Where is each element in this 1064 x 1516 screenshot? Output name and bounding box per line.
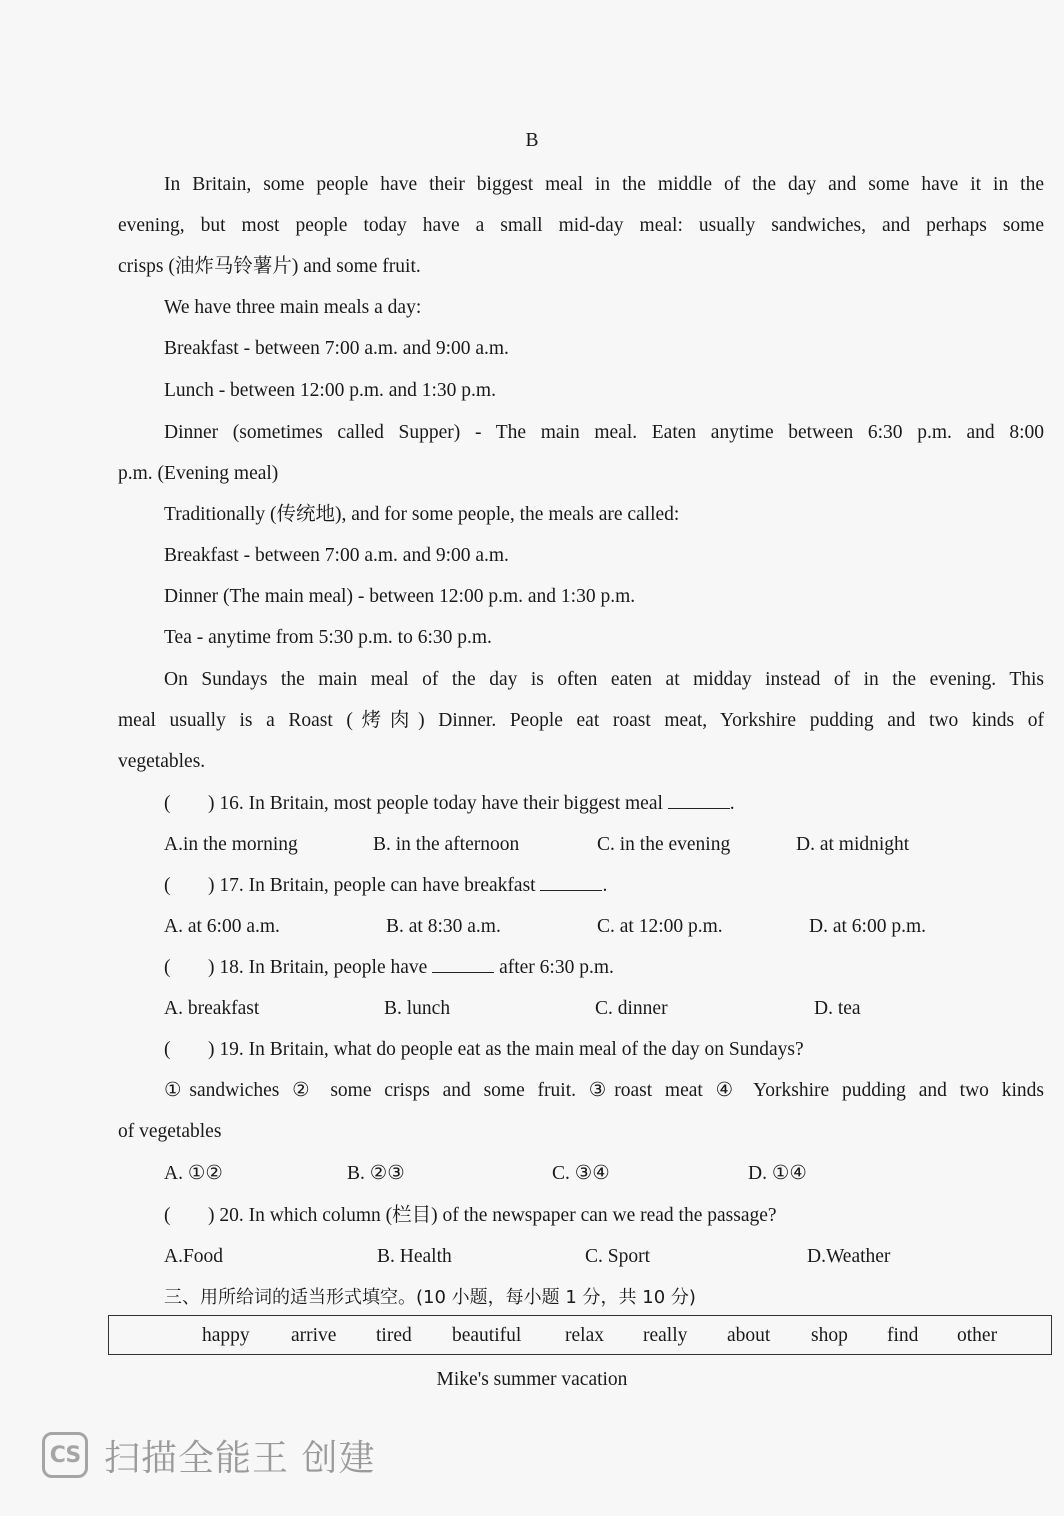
option-d[interactable]: D.Weather bbox=[807, 1246, 891, 1267]
question-18 bbox=[164, 954, 1044, 982]
answer-paren[interactable]: ( bbox=[164, 1039, 171, 1060]
option-c[interactable]: C. in the evening bbox=[597, 834, 731, 855]
answer-paren[interactable]: ( bbox=[164, 793, 171, 814]
question-20 bbox=[164, 1202, 1044, 1230]
question-stem: ) 16. In Britain, most people today have their biggest meal bbox=[208, 793, 663, 814]
question-stem: ) 18. In Britain, people have bbox=[208, 957, 428, 978]
part3-heading: 三、用所给词的适当形式填空。(10 小题，每小题 1 分，共 10 分) bbox=[164, 1287, 696, 1308]
passage-line: evening, but most people today have a small mid-day meal: usually sandwiches, and perhaps some bbox=[118, 215, 1044, 236]
camscanner-logo-icon: CS bbox=[42, 1432, 88, 1478]
word-bank-item: find bbox=[887, 1325, 919, 1346]
question-stem: ) 19. In Britain, what do people eat as the main meal of the day on Sundays? bbox=[208, 1039, 804, 1060]
passage-title: Mike's summer vacation bbox=[436, 1369, 628, 1390]
passage-line: Breakfast - between 7:00 a.m. and 9:00 a.m. bbox=[164, 545, 509, 566]
word-bank-item: arrive bbox=[291, 1325, 337, 1346]
watermark-text: 扫描全能王 创建 bbox=[104, 1437, 376, 1479]
option-c[interactable]: C. ③④ bbox=[552, 1163, 610, 1184]
option-d[interactable]: D. at midnight bbox=[796, 834, 910, 855]
option-a[interactable]: A. at 6:00 a.m. bbox=[164, 916, 280, 937]
question-16 bbox=[164, 790, 1044, 818]
passage-line: Dinner (sometimes called Supper) - The main meal. Eaten anytime between 6:30 p.m. and 8:00 bbox=[164, 422, 1044, 443]
option-a[interactable]: A.in the morning bbox=[164, 834, 298, 855]
answer-paren[interactable]: ( bbox=[164, 875, 171, 896]
question-19-options bbox=[164, 1160, 1044, 1188]
answer-paren[interactable]: ( bbox=[164, 957, 171, 978]
option-d[interactable]: D. tea bbox=[814, 998, 861, 1019]
option-d[interactable]: D. at 6:00 p.m. bbox=[809, 916, 926, 937]
passage-line: Breakfast - between 7:00 a.m. and 9:00 a.m. bbox=[164, 338, 509, 359]
scanner-watermark bbox=[42, 1430, 375, 1480]
answer-blank[interactable] bbox=[432, 954, 494, 973]
option-b[interactable]: B. ②③ bbox=[347, 1163, 405, 1184]
option-c[interactable]: C. dinner bbox=[595, 998, 668, 1019]
question-18-options bbox=[164, 995, 1044, 1023]
option-c[interactable]: C. Sport bbox=[585, 1246, 651, 1267]
option-b[interactable]: B. in the afternoon bbox=[373, 834, 520, 855]
word-bank-item: tired bbox=[376, 1325, 412, 1346]
passage-line: We have three main meals a day: bbox=[164, 297, 422, 318]
word-bank-item: shop bbox=[811, 1325, 848, 1346]
passage-line: vegetables. bbox=[118, 751, 206, 772]
option-a[interactable]: A. breakfast bbox=[164, 998, 260, 1019]
passage-line: Lunch - between 12:00 p.m. and 1:30 p.m. bbox=[164, 380, 496, 401]
option-a[interactable]: A.Food bbox=[164, 1246, 224, 1267]
question-20-options bbox=[164, 1243, 1044, 1271]
passage-line: meal usually is a Roast (烤肉) Dinner. People eat roast meat, Yorkshire pudding and two kinds of bbox=[118, 710, 1044, 731]
option-d[interactable]: D. ①④ bbox=[748, 1163, 807, 1184]
option-c[interactable]: C. at 12:00 p.m. bbox=[597, 916, 723, 937]
word-bank-item: other bbox=[957, 1325, 998, 1346]
passage-line: Tea - anytime from 5:30 p.m. to 6:30 p.m. bbox=[164, 627, 492, 648]
option-b[interactable]: B. Health bbox=[377, 1246, 452, 1267]
option-a[interactable]: A. ①② bbox=[164, 1163, 223, 1184]
question-16-options bbox=[164, 831, 1044, 859]
word-bank-item: relax bbox=[565, 1325, 604, 1346]
passage-line: p.m. (Evening meal) bbox=[118, 463, 279, 484]
question-tail: . bbox=[729, 793, 735, 814]
answer-blank[interactable] bbox=[668, 790, 730, 809]
answer-blank[interactable] bbox=[540, 872, 602, 891]
question-17-options bbox=[164, 913, 1044, 941]
question-19 bbox=[164, 1036, 1044, 1064]
word-bank bbox=[108, 1315, 1052, 1355]
passage-line: On Sundays the main meal of the day is often eaten at midday instead of in the evening. This bbox=[164, 669, 1044, 690]
passage-line: Dinner (The main meal) - between 12:00 p.m. and 1:30 p.m. bbox=[164, 586, 636, 607]
word-bank-item: beautiful bbox=[452, 1325, 522, 1346]
word-bank-item: happy bbox=[202, 1325, 250, 1346]
question-19-choices: ①sandwiches ② some crisps and some fruit. ③roast meat ④ Yorkshire pudding and two kinds bbox=[164, 1080, 1044, 1101]
question-stem: ) 20. In which column (栏目) of the newspaper can we read the passage? bbox=[208, 1205, 777, 1226]
passage-line: Traditionally (传统地), and for some people, the meals are called: bbox=[164, 504, 680, 525]
question-17 bbox=[164, 872, 1044, 900]
option-b[interactable]: B. lunch bbox=[384, 998, 451, 1019]
question-stem: ) 17. In Britain, people can have breakfast bbox=[208, 875, 536, 896]
question-19-choices: of vegetables bbox=[118, 1121, 222, 1142]
passage-line: In Britain, some people have their biggest meal in the middle of the day and some have it in the bbox=[164, 174, 1044, 195]
option-b[interactable]: B. at 8:30 a.m. bbox=[386, 916, 501, 937]
question-tail: after 6:30 p.m. bbox=[499, 957, 614, 978]
passage-line: crisps (油炸马铃薯片) and some fruit. bbox=[118, 256, 421, 277]
question-tail: . bbox=[602, 875, 608, 896]
section-label: B bbox=[525, 130, 539, 151]
answer-paren[interactable]: ( bbox=[164, 1205, 171, 1226]
word-bank-item: about bbox=[727, 1325, 771, 1346]
word-bank-item: really bbox=[643, 1325, 688, 1346]
